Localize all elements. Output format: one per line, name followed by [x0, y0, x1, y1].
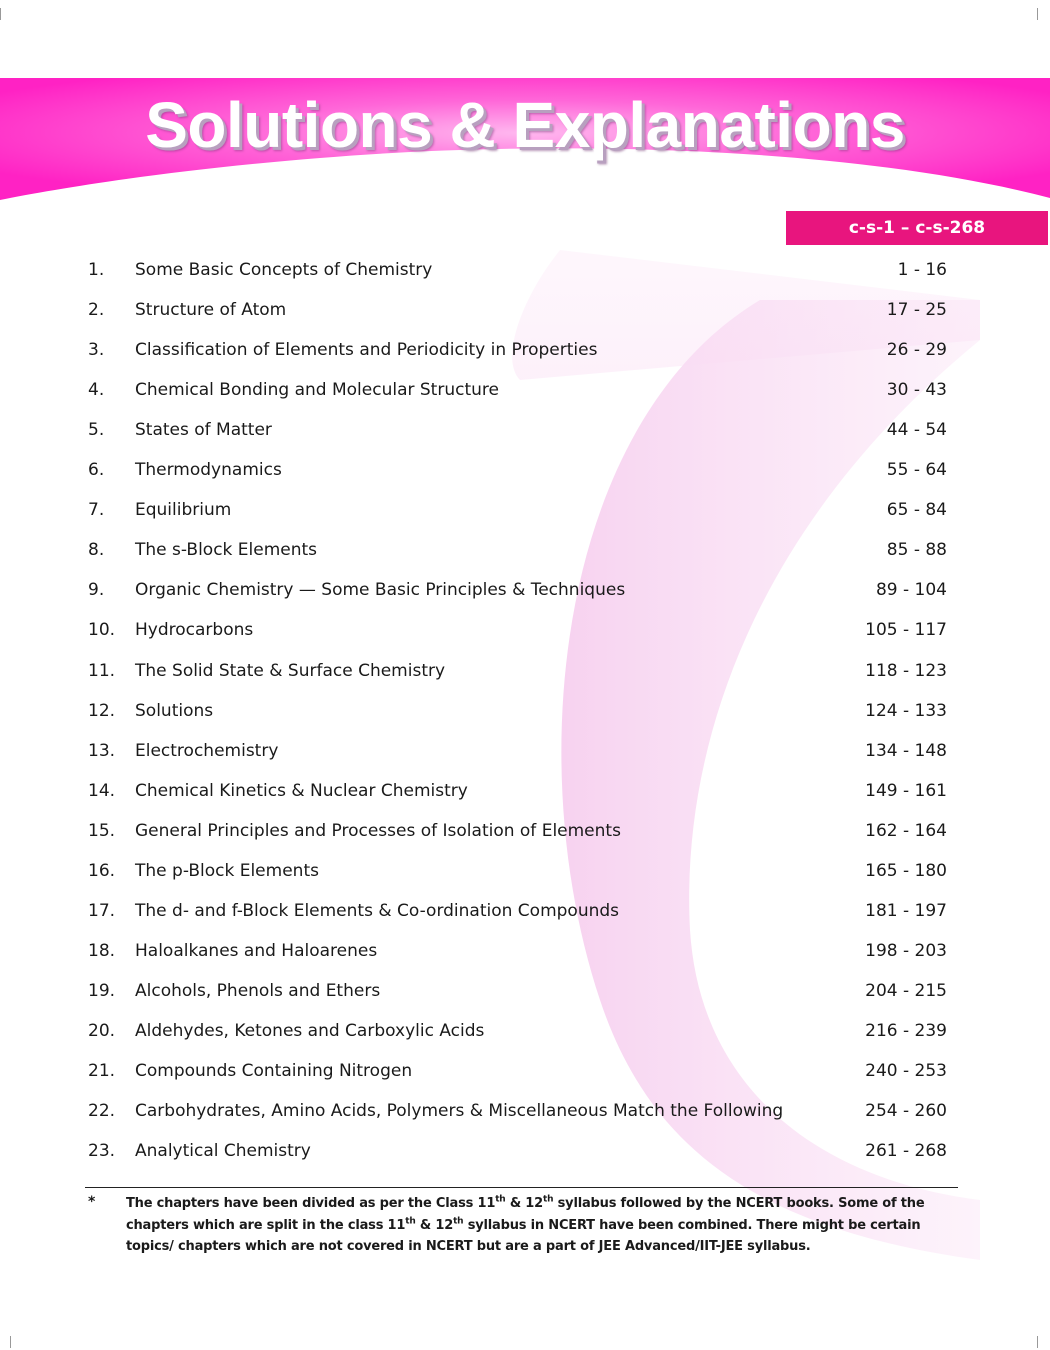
toc-chapter-number: 9.	[88, 580, 105, 601]
toc-chapter-title: Solutions	[135, 700, 214, 721]
footnote-part-1: The chapters have been divided as per the Class 11	[126, 1196, 496, 1211]
toc-chapter-number: 6.	[88, 460, 105, 481]
toc-chapter-number: 8.	[88, 540, 105, 561]
footnote-part-2: & 12	[505, 1196, 543, 1211]
footnote-marker: *	[88, 1194, 96, 1210]
toc-chapter-title: Chemical Kinetics & Nuclear Chemistry	[135, 780, 468, 801]
toc-page-range: 44 - 54	[886, 420, 947, 441]
toc-chapter-title: Aldehydes, Ketones and Carboxylic Acids	[135, 1020, 485, 1041]
toc-chapter-title: Organic Chemistry — Some Basic Principles & Techniques	[135, 580, 626, 601]
toc-row	[0, 250, 1050, 290]
toc-chapter-title: The s-Block Elements	[135, 540, 318, 561]
toc-page-range: 134 - 148	[865, 740, 947, 761]
toc-row	[0, 370, 1050, 410]
toc-chapter-number: 23.	[88, 1141, 116, 1162]
toc-page-range: 165 - 180	[865, 860, 947, 881]
toc-row	[0, 931, 1050, 971]
toc-chapter-title: Structure of Atom	[135, 300, 287, 321]
toc-row	[0, 410, 1050, 450]
toc-chapter-title: The d- and f-Block Elements & Co-ordination Compounds	[135, 900, 620, 921]
toc-page-range: 198 - 203	[865, 940, 947, 961]
toc-chapter-title: Analytical Chemistry	[135, 1141, 311, 1162]
toc-page-range: 85 - 88	[886, 540, 947, 561]
toc-chapter-number: 17.	[88, 900, 116, 921]
toc-chapter-number: 5.	[88, 420, 105, 441]
toc-page-range: 105 - 117	[865, 620, 947, 641]
footnote-sup-2: th	[543, 1194, 554, 1205]
toc-row	[0, 530, 1050, 570]
toc-chapter-number: 22.	[88, 1101, 116, 1122]
footnote-divider	[85, 1187, 958, 1188]
toc-page-range: 204 - 215	[865, 980, 947, 1001]
footnote-sup-4: th	[453, 1216, 464, 1227]
toc-row	[0, 651, 1050, 691]
toc-chapter-title: Haloalkanes and Haloarenes	[135, 940, 378, 961]
toc-chapter-title: Chemical Bonding and Molecular Structure	[135, 380, 499, 401]
toc-row	[0, 811, 1050, 851]
toc-chapter-title: The Solid State & Surface Chemistry	[135, 660, 446, 681]
toc-row	[0, 731, 1050, 771]
toc-row	[0, 490, 1050, 530]
toc-page-range: 118 - 123	[865, 660, 947, 681]
toc-row	[0, 1051, 1050, 1091]
footnote-text	[126, 1193, 971, 1258]
toc-chapter-title: Classification of Elements and Periodicity in Properties	[135, 340, 598, 361]
toc-page-range: 30 - 43	[886, 380, 947, 401]
toc-chapter-title: The p-Block Elements	[135, 860, 319, 881]
toc-chapter-number: 10.	[88, 620, 116, 641]
footnote-part-5: syllabus in NCERT have been combined. There might be certain topics/ chapters which are not covered in NCERT but are a part of JEE Advanced/IIT-JEE syllabus.	[126, 1217, 921, 1254]
toc-page-range: 181 - 197	[865, 900, 947, 921]
toc-chapter-number: 19.	[88, 980, 116, 1001]
toc-chapter-title: Some Basic Concepts of Chemistry	[135, 260, 433, 280]
toc-row	[0, 771, 1050, 811]
toc-page-range: 89 - 104	[875, 580, 947, 601]
toc-page-range: 162 - 164	[865, 820, 947, 841]
toc-row	[0, 1091, 1050, 1131]
toc-row	[0, 1131, 1050, 1171]
toc-page-range: 261 - 268	[865, 1141, 947, 1162]
toc-row	[0, 691, 1050, 731]
toc-page-range: 216 - 239	[865, 1020, 947, 1041]
toc-chapter-number: 21.	[88, 1061, 116, 1081]
toc-chapter-number: 15.	[88, 820, 116, 841]
toc-row	[0, 330, 1050, 370]
footnote-part-3: syllabus followed by the NCERT books. Some of the chapters which are split in the class 11	[126, 1196, 925, 1233]
toc-chapter-number: 7.	[88, 500, 105, 521]
page-range-badge: c-s-1 – c-s-268	[786, 211, 1048, 245]
toc-page-range: 55 - 64	[886, 460, 947, 481]
toc-chapter-title: Thermodynamics	[135, 460, 282, 481]
toc-chapter-number: 20.	[88, 1020, 116, 1041]
toc-chapter-number: 14.	[88, 780, 116, 801]
toc-chapter-title: Hydrocarbons	[135, 620, 254, 641]
toc-row	[0, 851, 1050, 891]
toc-chapter-number: 18.	[88, 940, 116, 961]
toc-row	[0, 570, 1050, 610]
toc-chapter-title: Electrochemistry	[135, 740, 279, 761]
toc-chapter-title: Alcohols, Phenols and Ethers	[135, 980, 381, 1001]
toc-chapter-number: 4.	[88, 380, 105, 401]
toc-row	[0, 891, 1050, 931]
toc-chapter-title: Equilibrium	[135, 500, 232, 521]
toc-row	[0, 290, 1050, 330]
toc-chapter-number: 12.	[88, 700, 116, 721]
toc-row	[0, 610, 1050, 650]
toc-chapter-number: 16.	[88, 860, 116, 881]
toc-page-range: 254 - 260	[865, 1101, 947, 1122]
toc-chapter-number: 2.	[88, 300, 105, 321]
toc-page-range: 17 - 25	[886, 300, 947, 321]
toc-page-range: 240 - 253	[865, 1061, 947, 1081]
toc-page-range: 124 - 133	[865, 700, 947, 721]
toc-chapter-number: 1.	[88, 260, 105, 280]
toc-page-range: 26 - 29	[886, 340, 947, 361]
toc-page-range: 1 - 16	[897, 260, 947, 280]
footnote-part-4: & 12	[415, 1217, 454, 1233]
toc-row	[0, 1011, 1050, 1051]
toc-row	[0, 971, 1050, 1011]
footnote-sup-1: th	[495, 1194, 506, 1205]
toc-chapter-title: General Principles and Processes of Isolation of Elements	[135, 820, 621, 841]
toc-chapter-title: States of Matter	[135, 420, 272, 441]
toc-chapter-number: 13.	[88, 740, 116, 761]
toc-page-range: 149 - 161	[865, 780, 947, 801]
toc-chapter-number: 11.	[88, 660, 116, 681]
toc-chapter-title: Compounds Containing Nitrogen	[135, 1061, 413, 1081]
toc-row	[0, 450, 1050, 490]
page-title: Solutions & Explanations	[145, 89, 905, 161]
toc-chapter-title: Carbohydrates, Amino Acids, Polymers & Miscellaneous Match the Following	[135, 1101, 784, 1122]
toc-page-range: 65 - 84	[886, 500, 947, 521]
footnote-sup-3: th	[405, 1216, 416, 1227]
toc-chapter-number: 3.	[88, 340, 105, 361]
